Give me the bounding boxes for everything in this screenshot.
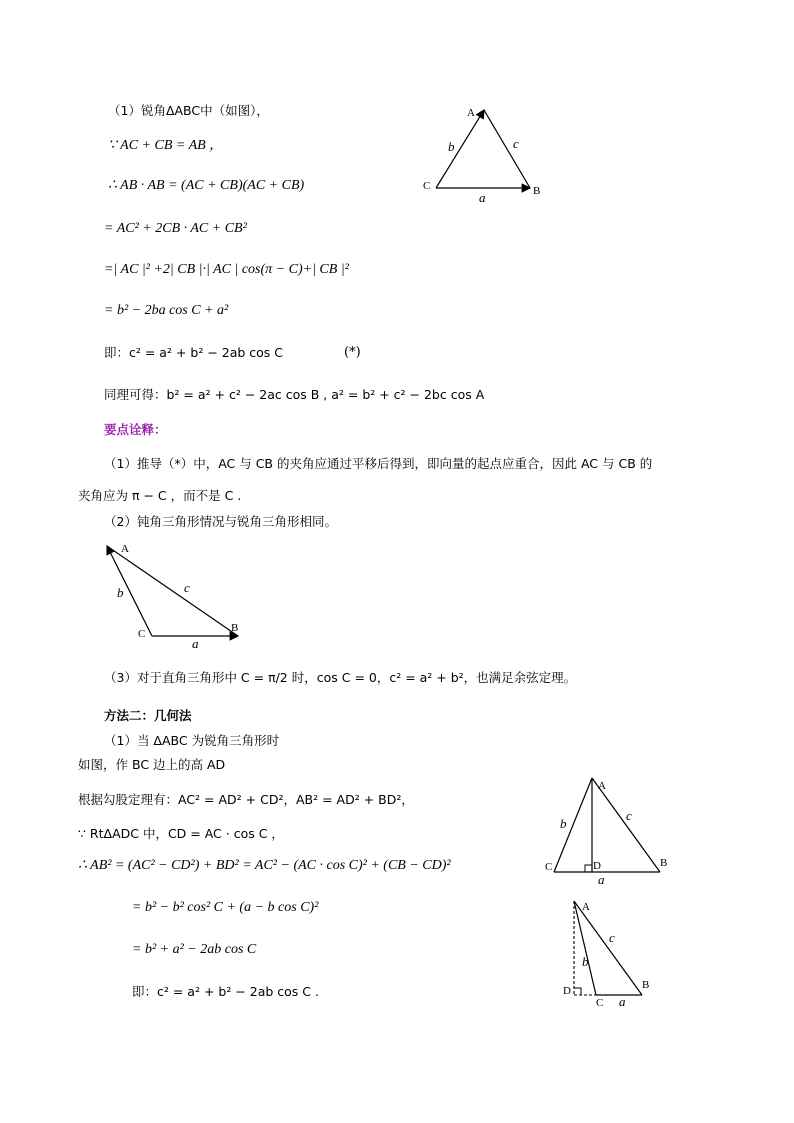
side-label: c [626, 808, 632, 823]
formula-line: = b² − b² cos² C + (a − b cos C)² [132, 900, 319, 915]
vertex-label: A [582, 901, 590, 913]
vertex-label: D [563, 985, 571, 997]
formula-line: 根据勾股定理有：AC² = AD² + CD²，AB² = AD² + BD²， [78, 792, 414, 807]
vertex-label: A [598, 780, 606, 792]
side-label: a [598, 872, 605, 886]
section-heading: 方法二：几何法 [104, 708, 192, 723]
acute-triangle-figure [420, 102, 550, 206]
side-label: b [448, 139, 455, 154]
altitude-obtuse-figure [560, 895, 660, 1010]
star-marker: (*) [344, 345, 361, 360]
section-heading: 要点诠释： [104, 422, 167, 437]
formula-line: =| AC |² +2| CB |·| AC | cos(π − C)+| CB |² [104, 262, 349, 277]
formula-line: 即：c² = a² + b² − 2ab cos C [104, 345, 284, 360]
text-line: （1）推导（*）中，AC 与 CB 的夹角应通过平移后得到，即向量的起点应重合，因此 AC 与 CB 的 [104, 456, 653, 471]
formula-line: = b² + a² − 2ab cos C [132, 942, 257, 957]
text-line: 如图，作 BC 边上的高 AD [78, 757, 226, 772]
side-label: b [560, 816, 567, 831]
vertex-label: B [660, 857, 668, 869]
side-label: a [619, 994, 626, 1009]
text-line: （2）钝角三角形情况与锐角三角形相同。 [104, 514, 337, 529]
vertex-label: B [533, 185, 541, 197]
side-label: b [117, 585, 124, 600]
obtuse-triangle-figure [100, 540, 250, 650]
formula-line: ∵ AC + CB = AB ， [108, 138, 224, 153]
formula-line: ∵ RtΔADC 中，CD = AC · cos C ， [78, 826, 284, 841]
formula-line: 即：c² = a² + b² − 2ab cos C . [132, 984, 319, 999]
text-line: 夹角应为 π − C ，而不是 C . [78, 488, 242, 503]
vertex-label: B [231, 622, 239, 634]
side-label: c [609, 930, 615, 945]
side-label: a [479, 190, 486, 205]
formula-line: ∴ AB · AB = (AC + CB)(AC + CB) [108, 178, 305, 193]
formula-line: = AC² + 2CB · AC + CB² [104, 221, 247, 236]
text-line: （1）锐角ΔABC中（如图）， [108, 103, 269, 118]
side-label: a [192, 636, 199, 650]
formula-line: ∴ AB² = (AC² − CD²) + BD² = AC² − (AC · cos C)² + (CB − CD)² [78, 858, 451, 873]
vertex-label: C [596, 997, 604, 1009]
side-label: c [184, 580, 190, 595]
formula-line: = b² − 2ba cos C + a² [104, 303, 229, 318]
vertex-label: C [138, 628, 146, 640]
altitude-acute-figure [540, 774, 680, 886]
text-line: （3）对于直角三角形中 C = π/2 时，cos C = 0，c² = a² + b²，也满足余弦定理。 [104, 670, 577, 685]
formula-line: 同理可得：b² = a² + c² − 2ac cos B , a² = b² + c² − 2bc cos A [104, 387, 485, 402]
vertex-label: B [642, 979, 650, 991]
vertex-label: A [467, 107, 475, 119]
vertex-label: C [545, 861, 553, 873]
side-label: c [513, 136, 519, 151]
side-label: b [582, 954, 589, 969]
vertex-label: D [593, 860, 601, 872]
text-line: （1）当 ΔABC 为锐角三角形时 [104, 733, 280, 748]
vertex-label: C [423, 180, 431, 192]
vertex-label: A [121, 543, 129, 555]
